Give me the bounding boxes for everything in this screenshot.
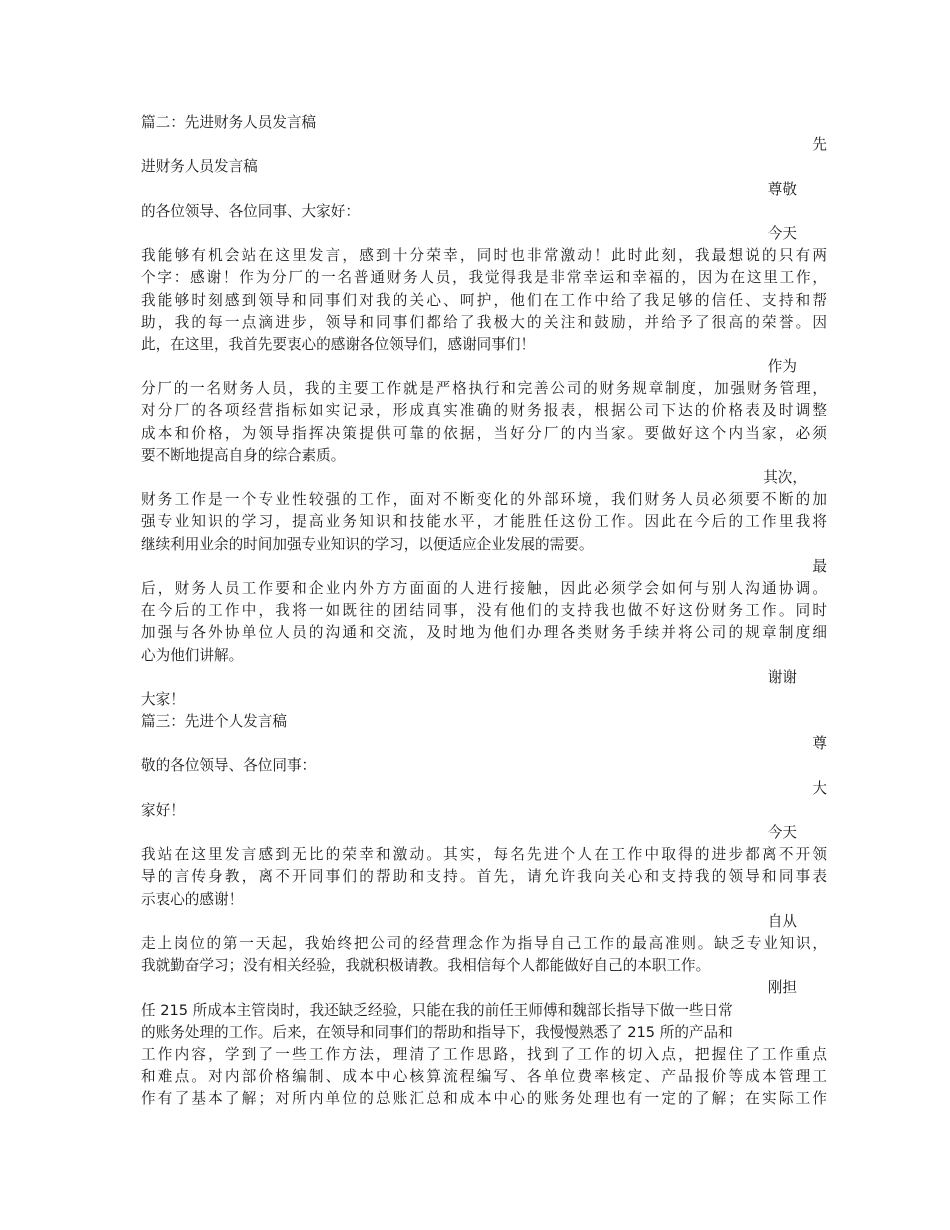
- paragraph-lead-word: 其次，: [763, 469, 807, 486]
- text-line: 示衷心的感谢！: [141, 890, 244, 908]
- text-line: 对分厂的各项经营指标如实记录，形成真实准确的财务报表，根据公司下达的价格表及时调整: [141, 402, 827, 420]
- paragraph-lead-word: 作为: [767, 358, 797, 376]
- text-line: 进财务人员发言稿: [141, 158, 258, 176]
- text-line: 大家！: [141, 690, 185, 708]
- text-line: 在今后的工作中，我将一如既往的团结同事，没有他们的支持我也做不好这份财务工作。同时: [141, 602, 827, 620]
- text-line: 的账务处理的工作。后来，在领导和同事们的帮助和指导下，我慢慢熟悉了 215 所的产品和: [141, 1023, 733, 1041]
- text-line: 此，在这里，我首先要衷心的感谢各位领导们，感谢同事们！: [141, 335, 536, 353]
- paragraph-lead-word: 谢谢: [767, 668, 797, 686]
- paragraph-lead-word: 今天: [767, 224, 797, 242]
- text-line: 篇三：先进个人发言稿: [141, 713, 287, 731]
- text-line: 分厂的一名财务人员，我的主要工作就是严格执行和完善公司的财务规章制度，加强财务管理，: [141, 380, 827, 398]
- paragraph-lead-word: 先: [812, 136, 827, 154]
- text-line: 家好！: [141, 801, 185, 819]
- text-line: 的各位领导、各位同事、大家好：: [141, 202, 360, 220]
- text-line: 助，我的每一点滴进步，领导和同事们都给了我极大的关注和鼓励，并给予了很高的荣誉。因: [141, 313, 827, 331]
- text-line: 工作内容，学到了一些工作方法，理清了工作思路，找到了工作的切入点，把握住了工作重点: [141, 1045, 827, 1063]
- text-line: 我就勤奋学习；没有相关经验，我就积极请教。我相信每个人都能做好自己的本职工作。: [141, 957, 711, 975]
- text-line: 任 215 所成本主管岗时，我还缺乏经验，只能在我的前任王师傅和魏部长指导下做一些日常: [141, 1001, 733, 1019]
- text-line: 个字：感谢！作为分厂的一名普通财务人员，我觉得我是非常幸运和幸福的，因为在这里工作，: [141, 269, 827, 287]
- paragraph-lead-word: 尊敬: [767, 180, 797, 198]
- text-line: 我能够有机会站在这里发言，感到十分荣幸，同时也非常激动！此时此刻，我最想说的只有两: [141, 247, 827, 265]
- text-line: 敬的各位领导、各位同事：: [141, 757, 317, 775]
- text-line: 加强与各外协单位人员的沟通和交流，及时地为他们办理各类财务手续并将公司的规章制度细: [141, 624, 827, 642]
- document-page: [141, 112, 827, 1110]
- paragraph-lead-word: 自从: [767, 912, 797, 930]
- text-line: 导的言传身教，离不开同事们的帮助和支持。首先，请允许我向关心和支持我的领导和同事表: [141, 868, 827, 886]
- text-line: 心为他们讲解。: [141, 646, 244, 664]
- paragraph-lead-word: 大: [812, 779, 827, 797]
- text-line: 我能够时刻感到领导和同事们对我的关心、呵护，他们在工作中给了我足够的信任、支持和帮: [141, 291, 827, 309]
- text-line: 作有了基本了解；对所内单位的总账汇总和成本中心的账务处理也有一定的了解；在实际工作: [141, 1090, 827, 1108]
- text-line: 成本和价格，为领导指挥决策提供可靠的依据，当好分厂的内当家。要做好这个内当家，必须: [141, 424, 827, 442]
- text-line: 财务工作是一个专业性较强的工作，面对不断变化的外部环境，我们财务人员必须要不断的加: [141, 491, 827, 509]
- paragraph-lead-word: 今天: [767, 824, 797, 841]
- text-line: 篇二：先进财务人员发言稿: [141, 114, 317, 131]
- text-line: 后，财务人员工作要和企业内外方方面面的人进行接触，因此必须学会如何与别人沟通协调。: [141, 579, 827, 597]
- text-line: 我站在这里发言感到无比的荣幸和激动。其实，每名先进个人在工作中取得的进步都离不开领: [141, 846, 827, 864]
- text-line: 要不断地提高自身的综合素质。: [141, 446, 346, 464]
- paragraph-lead-word: 最: [812, 557, 827, 575]
- text-line: 继续利用业余的时间加强专业知识的学习，以便适应企业发展的需要。: [141, 535, 594, 553]
- text-line: 强专业知识的学习，提高业务知识和技能水平，才能胜任这份工作。因此在今后的工作里我将: [141, 513, 827, 531]
- paragraph-lead-word: 尊: [812, 735, 827, 753]
- paragraph-lead-word: 刚担: [767, 979, 797, 997]
- text-line: 走上岗位的第一天起，我始终把公司的经营理念作为指导自己工作的最高准则。缺乏专业知识，: [141, 934, 827, 952]
- text-line: 和难点。对内部价格编制、成本中心核算流程编写、各单位费率核定、产品报价等成本管理工: [141, 1068, 827, 1086]
